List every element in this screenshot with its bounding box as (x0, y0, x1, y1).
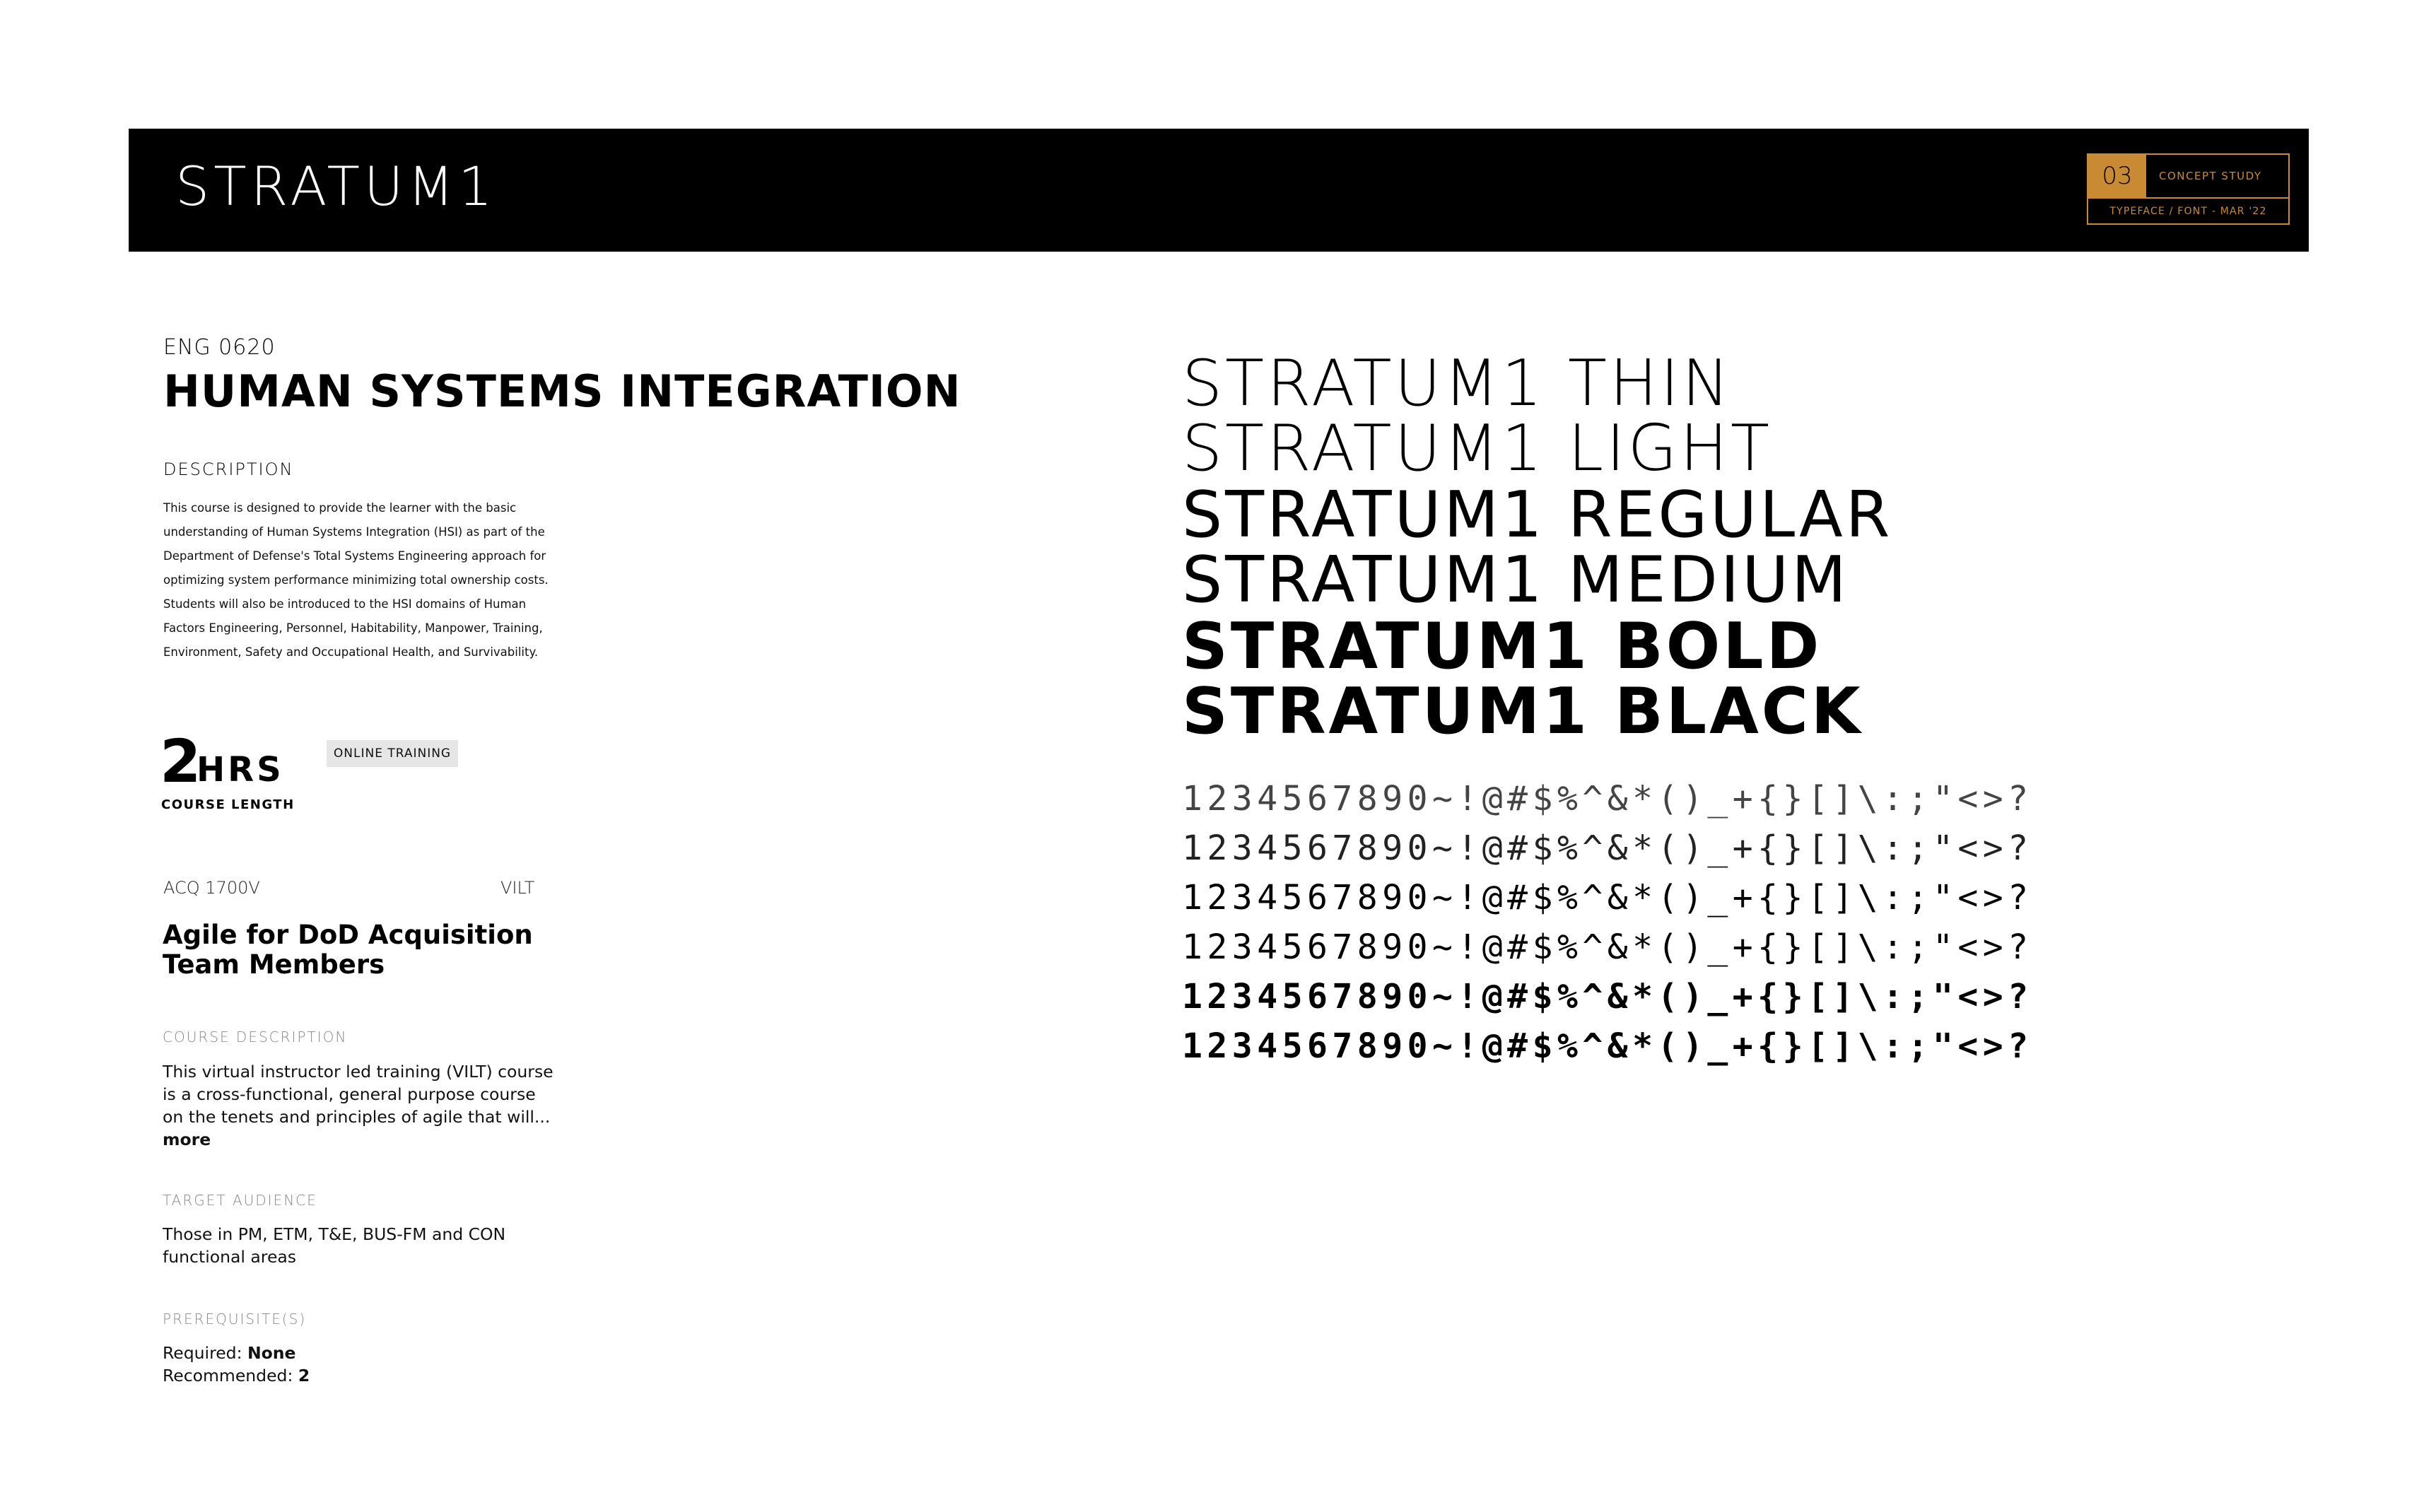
glyph-line-black: 1234567890~!@#$%^&*()_+{}[]\:;"<>? (1182, 1026, 2033, 1066)
brand-title: STRATUM1 (175, 155, 497, 218)
concept-badge (2087, 153, 2290, 225)
description-text: This course is designed to provide the learner with the basic understanding of Human Systems Integration (HSI) as part of the Department of Defense's Total Systems Engineering approach for optimizing system performance minimizing total ownership costs. Students will also be introduced to the HSI domains of Human Factors Engineering, Personnel, Habitability, Manpower, Training, Environment, Safety and Occupational Health, and Survivability. (163, 501, 549, 659)
glyph-line-regular: 1234567890~!@#$%^&*()_+{}[]\:;"<>? (1182, 878, 2033, 918)
course-description-body: This virtual instructor led training (VILT) course is a cross-functional, general purpose course on the tenets and principles of agile that will... (163, 1062, 554, 1127)
badge-subtitle: TYPEFACE / FONT - MAR '22 (2109, 205, 2267, 217)
more-link[interactable]: more (163, 1130, 211, 1149)
recommended-value: 2 (298, 1366, 310, 1385)
course-description-text (163, 1060, 558, 1151)
target-audience-text: Those in PM, ETM, T&E, BUS-FM and CON functional areas (163, 1224, 506, 1267)
weight-regular: STRATUM1 REGULAR (1182, 478, 1893, 552)
target-audience-label: TARGET AUDIENCE (163, 1192, 317, 1209)
glyph-line-medium: 1234567890~!@#$%^&*()_+{}[]\:;"<>? (1182, 927, 2033, 967)
course-description-label: COURSE DESCRIPTION (163, 1028, 348, 1045)
glyph-line-light: 1234567890~!@#$%^&*()_+{}[]\:;"<>? (1182, 828, 2033, 868)
course-length-value: 2 (160, 727, 201, 796)
badge-number: 03 (2088, 155, 2146, 197)
course-length-unit: HRS (197, 750, 284, 790)
acq-course-code: ACQ 1700V (163, 878, 260, 898)
acq-course-title[interactable]: Agile for DoD Acquisition Team Members (163, 920, 533, 980)
glyph-line-bold: 1234567890~!@#$%^&*()_+{}[]\:;"<>? (1182, 977, 2033, 1016)
weight-thin: STRATUM1 THIN (1182, 346, 1733, 421)
weight-light: STRATUM1 LIGHT (1182, 411, 1773, 486)
description-label: DESCRIPTION (163, 459, 294, 479)
course-code: ENG 0620 (163, 335, 276, 360)
prerequisite-required (163, 1342, 295, 1364)
course-title: HUMAN SYSTEMS INTEGRATION (163, 365, 961, 417)
prerequisite-recommended (163, 1364, 310, 1387)
required-value: None (247, 1343, 296, 1363)
course-length-label: COURSE LENGTH (161, 797, 295, 812)
glyph-line-thin: 1234567890~!@#$%^&*()_+{}[]\:;"<>? (1182, 779, 2033, 819)
weight-bold: STRATUM1 BOLD (1182, 609, 1822, 684)
badge-label: CONCEPT STUDY (2159, 170, 2262, 182)
required-label: Required: (163, 1343, 242, 1363)
weight-medium: STRATUM1 MEDIUM (1182, 543, 1849, 617)
weight-black: STRATUM1 BLACK (1182, 674, 1863, 749)
acq-course-type: VILT (500, 878, 535, 898)
format-tag: ONLINE TRAINING (327, 740, 458, 767)
prerequisites-label: PREREQUISITE(S) (163, 1311, 307, 1328)
recommended-label: Recommended: (163, 1366, 293, 1385)
